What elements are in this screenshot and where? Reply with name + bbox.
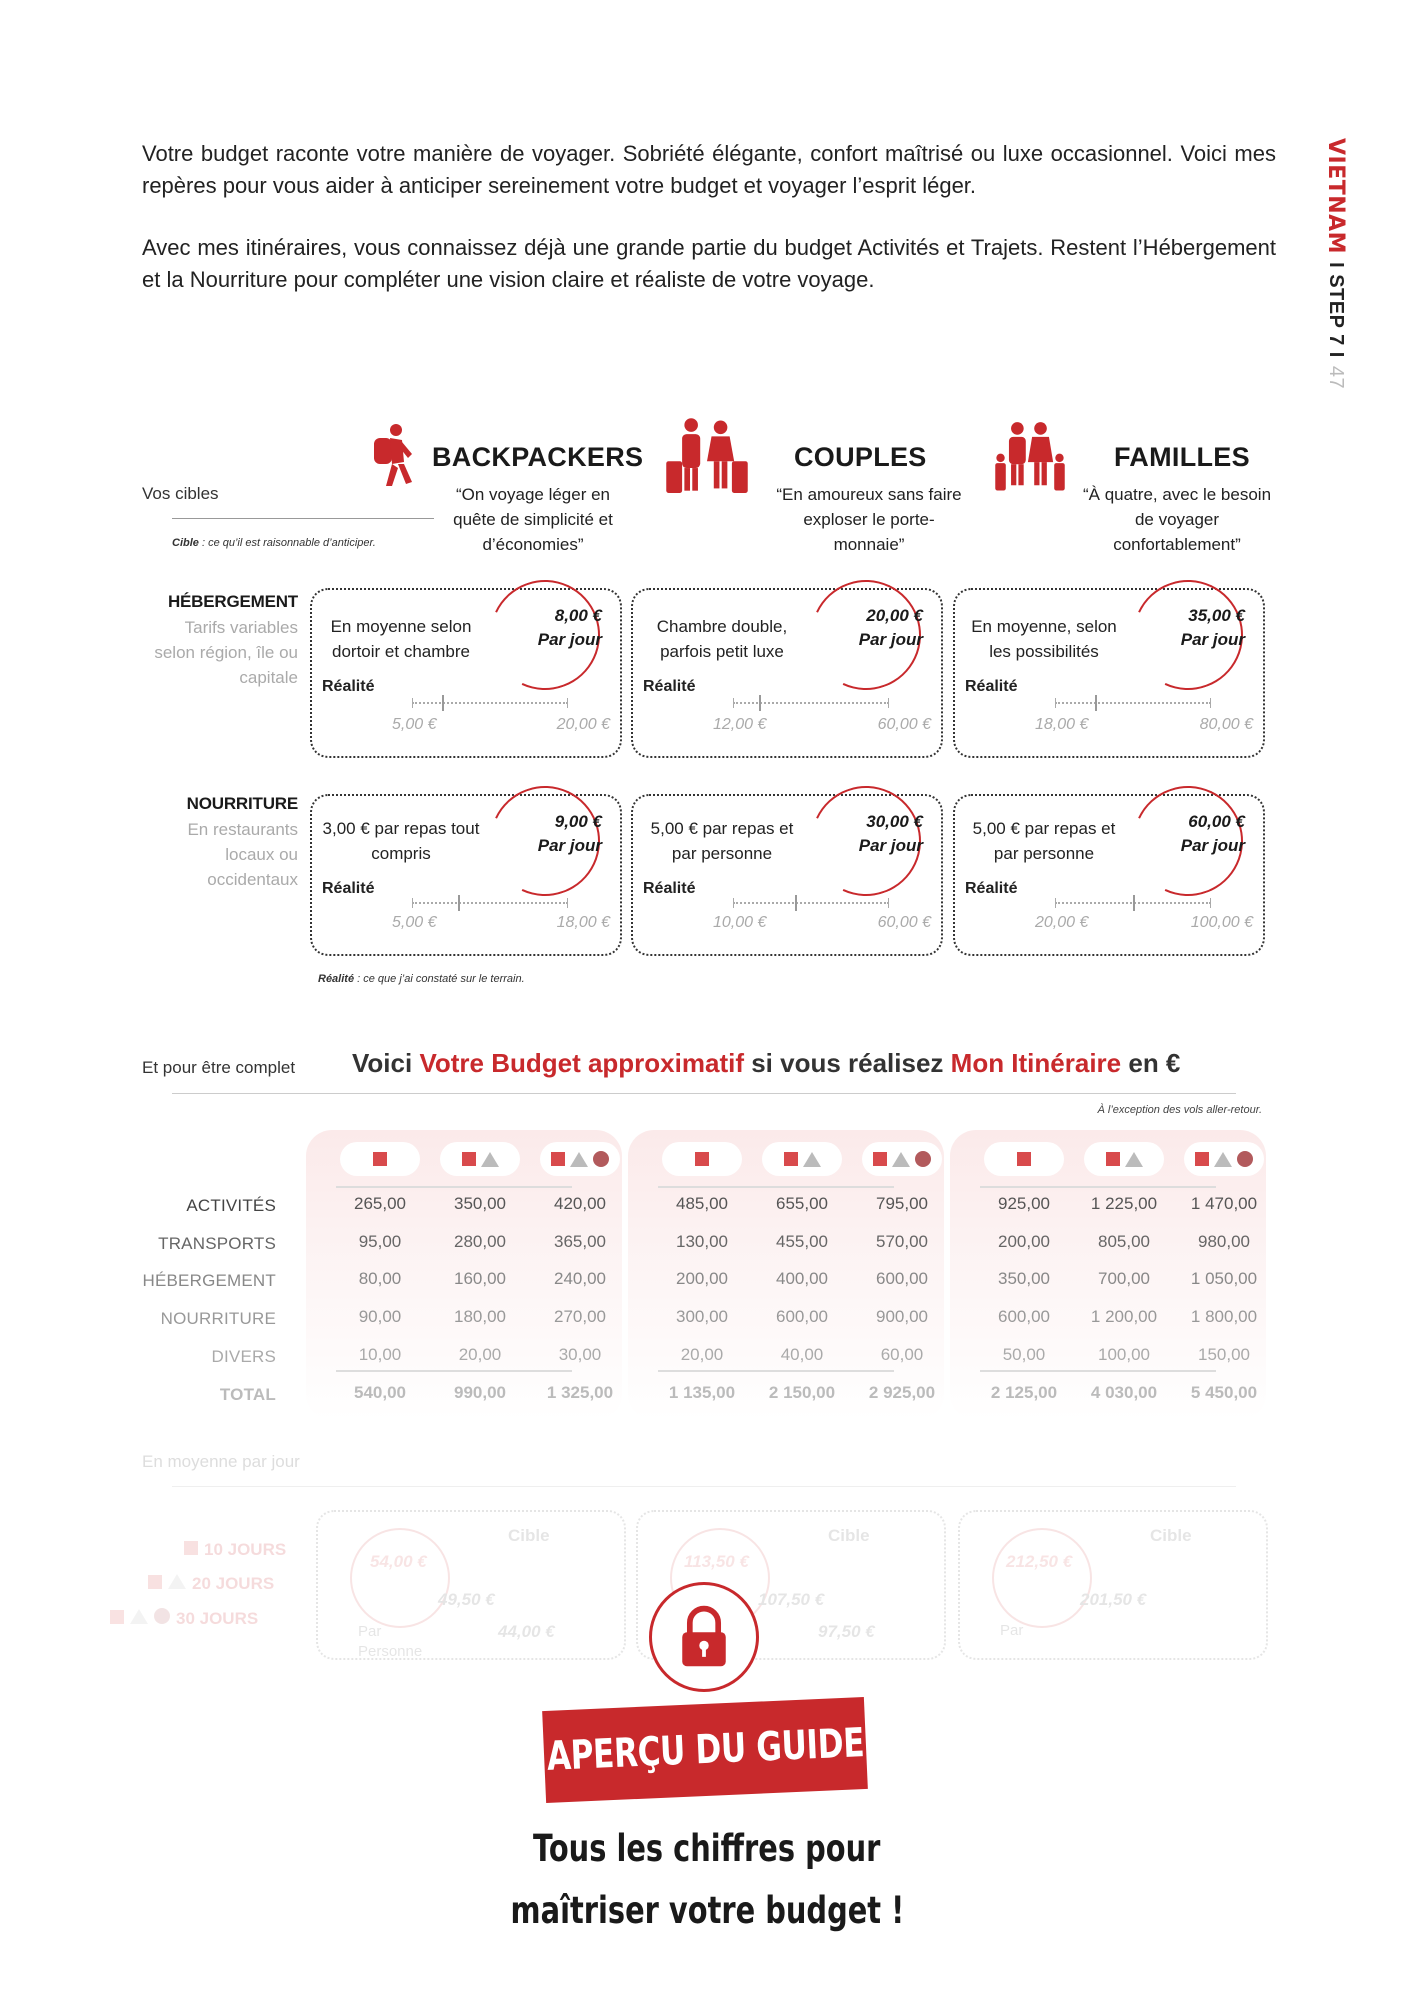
persona-quote: “À quatre, avec le besoin de voyager confortablement” — [1082, 485, 1272, 554]
budget-cell: 95,00 — [358, 1232, 402, 1251]
card-description: En moyenne selon dortoir et chambre — [330, 617, 472, 661]
daily-lead: En moyenne par jour — [142, 1452, 300, 1471]
paywall-message — [454, 1818, 960, 1942]
budget-cell: 350,00 — [454, 1194, 506, 1213]
budget-cell: 10,00 — [358, 1345, 402, 1364]
price-unit: Par jour — [858, 630, 923, 649]
hebergement-title: HÉBERGEMENT — [167, 592, 298, 611]
square-icon — [1195, 1152, 1209, 1166]
budget-cell: 1 470,00 — [1190, 1194, 1258, 1213]
daily-value-a: 54,00 € — [370, 1552, 427, 1571]
targets-label: Vos cibles — [142, 484, 219, 503]
price-value: 35,00 € — [1188, 606, 1245, 625]
triangle-icon — [803, 1152, 821, 1167]
triangle-icon — [481, 1152, 499, 1167]
square-icon — [1017, 1152, 1031, 1166]
intro-paragraph-1: Votre budget raconte votre manière de voyager. Sobriété élégante, confort maîtrisé ou luxe occasionnel. Voici mes repères pour vous aider à anticiper sereinement votre budget et voyager l’esprit léger. — [142, 141, 1276, 198]
square-icon — [148, 1575, 162, 1589]
circle-icon — [1237, 1151, 1253, 1167]
budget-cell: 20,00 — [458, 1345, 502, 1364]
square-icon — [373, 1152, 387, 1166]
duration-pill — [662, 1142, 742, 1176]
budget-cell: 150,00 — [1198, 1345, 1250, 1364]
card-price — [859, 810, 923, 858]
card-description: 5,00 € par repas et par personne — [972, 819, 1116, 863]
scale-marker — [1095, 695, 1097, 711]
side-tag-step: I STEP 7 I — [1325, 262, 1348, 358]
daily-value-a: 113,50 € — [684, 1552, 749, 1571]
budget-cell: 270,00 — [554, 1307, 606, 1326]
duration-pill — [1184, 1142, 1264, 1176]
circle-icon — [154, 1608, 170, 1624]
row-label-hebergement: HÉBERGEMENT — [142, 1271, 276, 1290]
nourriture-label — [142, 794, 298, 892]
price-value: 30,00 € — [866, 812, 923, 831]
side-tag — [1316, 138, 1356, 390]
total-cell: 1 135,00 — [668, 1383, 736, 1402]
duration-pill — [340, 1142, 420, 1176]
card-price — [1181, 604, 1245, 652]
budget-cell: 60,00 — [880, 1345, 924, 1364]
total-divider — [336, 1370, 572, 1372]
daily-row-30 — [110, 1608, 258, 1629]
preview-banner — [542, 1697, 868, 1803]
nourriture-card-familles — [953, 794, 1265, 956]
card-price — [538, 604, 602, 652]
reality-scale — [1055, 902, 1211, 904]
price-value: 60,00 € — [1188, 812, 1245, 831]
daily-row-label: 20 JOURS — [192, 1574, 275, 1593]
budget-cell: 280,00 — [454, 1232, 506, 1251]
scale-marker — [442, 695, 444, 711]
total-cell: 990,00 — [454, 1383, 506, 1402]
duration-pill — [1084, 1142, 1164, 1176]
reality-scale — [412, 902, 568, 904]
budget-cell: 100,00 — [1098, 1345, 1150, 1364]
row-label-nourriture: NOURRITURE — [160, 1309, 276, 1328]
row-label-activites: ACTIVITÉS — [186, 1196, 276, 1215]
triangle-icon — [1125, 1152, 1143, 1167]
budget-cell: 160,00 — [454, 1269, 506, 1288]
budget-cell: 180,00 — [454, 1307, 506, 1326]
square-icon — [110, 1610, 124, 1624]
row-label-divers: DIVERS — [211, 1347, 276, 1366]
daily-person: Personne — [358, 1643, 423, 1660]
total-divider — [980, 1370, 1216, 1372]
circle-icon — [593, 1151, 609, 1167]
circle-icon — [915, 1151, 931, 1167]
panel-divider — [658, 1186, 894, 1188]
triangle-icon — [168, 1574, 186, 1589]
scale-max: 60,00 € — [877, 716, 931, 733]
budget-cell: 570,00 — [876, 1232, 928, 1251]
duration-pill — [984, 1142, 1064, 1176]
card-description: 3,00 € par repas tout compris — [322, 819, 480, 863]
persona-backpackers — [352, 420, 712, 560]
budget-cell: 600,00 — [876, 1269, 928, 1288]
paywall-line-1: Tous les chiffres pour — [533, 1827, 881, 1870]
daily-row-label: 10 JOURS — [204, 1540, 287, 1559]
reality-scale — [412, 702, 568, 704]
triangle-icon — [892, 1152, 910, 1167]
total-cell: 5 450,00 — [1190, 1383, 1258, 1402]
total-cell: 2 125,00 — [990, 1383, 1058, 1402]
realite-label: Réalité — [643, 880, 696, 897]
nourriture-subtitle: En restaurants locaux ou occidentaux — [187, 820, 298, 889]
budget-cell: 455,00 — [776, 1232, 828, 1251]
budget-title-part: en € — [1121, 1048, 1181, 1078]
triangle-icon — [130, 1609, 148, 1624]
flights-exception-note: À l’exception des vols aller-retour. — [1097, 1104, 1262, 1116]
realite-label: Réalité — [322, 880, 375, 897]
price-value: 20,00 € — [866, 606, 923, 625]
price-unit: Par jour — [537, 836, 602, 855]
budget-cell: 400,00 — [776, 1269, 828, 1288]
preview-banner-text: APERÇU DU GUIDE — [545, 1720, 865, 1780]
realite-note-text: : ce que j’ai constaté sur le terrain. — [354, 973, 525, 985]
scale-max: 60,00 € — [877, 914, 931, 931]
backpacker-icon — [352, 420, 428, 496]
budget-cell: 350,00 — [998, 1269, 1050, 1288]
daily-divider — [172, 1486, 1236, 1487]
cible-note-bold: Cible — [172, 537, 199, 549]
budget-cell: 365,00 — [554, 1232, 606, 1251]
daily-cible: Cible — [828, 1526, 870, 1545]
budget-cell: 50,00 — [1002, 1345, 1046, 1364]
budget-title-highlight: Mon Itinéraire — [950, 1048, 1122, 1078]
budget-cell: 805,00 — [1098, 1232, 1150, 1251]
daily-value-a: 212,50 € — [1006, 1552, 1073, 1571]
scale-marker — [458, 895, 460, 911]
card-description: 5,00 € par repas et par personne — [650, 819, 794, 863]
duration-pill — [862, 1142, 942, 1176]
budget-cell: 795,00 — [876, 1194, 928, 1213]
budget-cell: 80,00 — [358, 1269, 402, 1288]
realite-note-bold: Réalité — [318, 973, 355, 985]
scale-min: 5,00 € — [392, 914, 437, 931]
daily-row-labels — [110, 1540, 300, 1660]
daily-card-backpackers — [316, 1510, 626, 1660]
budget-panel — [306, 1130, 622, 1420]
budget-cell: 40,00 — [780, 1345, 824, 1364]
persona-quote: “En amoureux sans faire exploser le porte-monnaie” — [776, 485, 962, 554]
budget-cell: 1 200,00 — [1090, 1307, 1158, 1326]
budget-cell: 240,00 — [554, 1269, 606, 1288]
total-cell: 2 925,00 — [868, 1383, 936, 1402]
scale-marker — [1133, 895, 1135, 911]
persona-couples — [664, 420, 1024, 560]
price-value: 8,00 € — [554, 606, 602, 625]
budget-title-part: si vous réalisez — [743, 1048, 951, 1078]
scale-min: 12,00 € — [713, 716, 767, 733]
card-description: Chambre double, parfois petit luxe — [656, 617, 788, 661]
persona-title: FAMILLES — [1114, 442, 1250, 472]
daily-ring — [992, 1528, 1092, 1628]
panel-divider — [980, 1186, 1216, 1188]
reality-scale — [733, 902, 889, 904]
price-unit: Par jour — [1180, 630, 1245, 649]
budget-cell: 1 225,00 — [1090, 1194, 1158, 1213]
scale-max: 20,00 € — [556, 716, 610, 733]
budget-panel — [628, 1130, 944, 1420]
square-icon — [551, 1152, 565, 1166]
card-price — [538, 810, 602, 858]
daily-cible: Cible — [508, 1526, 550, 1545]
row-label-total: TOTAL — [219, 1385, 276, 1404]
scale-max: 80,00 € — [1199, 716, 1253, 733]
daily-value-b: 107,50 € — [758, 1590, 825, 1609]
hebergement-card-couples — [631, 588, 943, 758]
daily-row-10 — [184, 1540, 286, 1560]
family-icon — [990, 420, 1070, 500]
total-cell: 4 030,00 — [1090, 1383, 1158, 1402]
budget-cell: 30,00 — [558, 1345, 602, 1364]
square-icon — [462, 1152, 476, 1166]
daily-per: Par — [1000, 1622, 1024, 1639]
budget-cell: 1 050,00 — [1190, 1269, 1258, 1288]
intro-paragraph-2: Avec mes itinéraires, vous connaissez déjà une grande partie du budget Activités et Trajets. Restent l’Hébergement et la Nourriture pour compléter une vision claire et réaliste de votre voyage. — [142, 235, 1276, 292]
lock-badge — [649, 1582, 759, 1692]
persona-quote: “On voyage léger en quête de simplicité et d’économies” — [453, 485, 613, 554]
daily-cible: Cible — [1150, 1526, 1192, 1545]
square-icon — [1106, 1152, 1120, 1166]
lock-icon — [652, 1585, 756, 1689]
square-icon — [184, 1541, 198, 1555]
scale-min: 10,00 € — [713, 914, 767, 931]
daily-per-person — [358, 1622, 422, 1662]
reality-scale — [1055, 702, 1211, 704]
price-unit: Par jour — [537, 630, 602, 649]
budget-cell: 130,00 — [676, 1232, 728, 1251]
price-unit: Par jour — [1180, 836, 1245, 855]
square-icon — [695, 1152, 709, 1166]
budget-cell: 20,00 — [680, 1345, 724, 1364]
realite-label: Réalité — [643, 678, 696, 695]
scale-min: 20,00 € — [1035, 914, 1089, 931]
reality-scale — [733, 702, 889, 704]
daily-per: Par — [358, 1623, 382, 1640]
daily-row-20 — [148, 1574, 274, 1594]
persona-title: BACKPACKERS — [432, 442, 644, 472]
budget-title-highlight: Votre Budget approximatif — [419, 1048, 744, 1078]
duration-pill — [762, 1142, 842, 1176]
realite-label: Réalité — [965, 880, 1018, 897]
persona-title: COUPLES — [794, 442, 927, 472]
duration-pill — [540, 1142, 620, 1176]
side-tag-page: 47 — [1325, 365, 1348, 390]
budget-divider — [172, 1093, 1236, 1094]
hebergement-card-familles — [953, 588, 1265, 758]
daily-card-familles — [958, 1510, 1268, 1660]
daily-row-label: 30 JOURS — [176, 1609, 259, 1628]
daily-value-b: 49,50 € — [438, 1590, 495, 1609]
budget-cell: 265,00 — [354, 1194, 406, 1213]
budget-cell: 1 800,00 — [1190, 1307, 1258, 1326]
card-price — [1181, 810, 1245, 858]
duration-pill — [440, 1142, 520, 1176]
budget-cell: 655,00 — [776, 1194, 828, 1213]
budget-title-part: Voici — [352, 1048, 420, 1078]
price-unit: Par jour — [858, 836, 923, 855]
scale-marker — [759, 695, 761, 711]
total-cell: 1 325,00 — [546, 1383, 614, 1402]
triangle-icon — [1214, 1152, 1232, 1167]
scale-marker — [795, 895, 797, 911]
realite-label: Réalité — [965, 678, 1018, 695]
budget-cell: 900,00 — [876, 1307, 928, 1326]
budget-cell: 200,00 — [998, 1232, 1050, 1251]
scale-min: 18,00 € — [1035, 716, 1089, 733]
hebergement-subtitle: Tarifs variables selon région, île ou capitale — [154, 618, 298, 687]
nourriture-card-backpackers — [310, 794, 622, 956]
total-cell: 540,00 — [354, 1383, 406, 1402]
budget-cell: 925,00 — [998, 1194, 1050, 1213]
budget-cell: 600,00 — [998, 1307, 1050, 1326]
budget-cell: 980,00 — [1198, 1232, 1250, 1251]
budget-cell: 600,00 — [776, 1307, 828, 1326]
card-description: En moyenne, selon les possibilités — [971, 617, 1117, 661]
scale-max: 100,00 € — [1190, 914, 1253, 931]
card-price — [859, 604, 923, 652]
budget-lead: Et pour être complet — [142, 1058, 296, 1077]
side-tag-country: VIETNAM — [1323, 138, 1349, 255]
row-label-transports: TRANSPORTS — [158, 1234, 276, 1253]
budget-panel — [950, 1130, 1266, 1420]
nourriture-title: NOURRITURE — [186, 794, 298, 813]
hebergement-label — [142, 592, 298, 690]
total-divider — [658, 1370, 894, 1372]
realite-note — [318, 973, 525, 985]
budget-cell: 90,00 — [358, 1307, 402, 1326]
persona-familles — [990, 420, 1350, 560]
price-value: 9,00 € — [554, 812, 602, 831]
budget-cell: 485,00 — [676, 1194, 728, 1213]
daily-value-c: 97,50 € — [818, 1622, 875, 1641]
couple-icon — [664, 416, 750, 502]
cible-note — [172, 537, 376, 549]
paywall-line-2: maîtriser votre budget ! — [510, 1889, 904, 1932]
budget-cell: 700,00 — [1098, 1269, 1150, 1288]
panel-divider — [336, 1186, 572, 1188]
square-icon — [784, 1152, 798, 1166]
budget-title — [352, 1048, 1180, 1079]
scale-min: 5,00 € — [392, 716, 437, 733]
square-icon — [873, 1152, 887, 1166]
nourriture-card-couples — [631, 794, 943, 956]
daily-ring — [350, 1528, 450, 1628]
total-cell: 2 150,00 — [768, 1383, 836, 1402]
budget-cell: 420,00 — [554, 1194, 606, 1213]
daily-value-c: 44,00 € — [498, 1622, 555, 1641]
triangle-icon — [570, 1152, 588, 1167]
budget-cell: 200,00 — [676, 1269, 728, 1288]
daily-value-b: 201,50 € — [1080, 1590, 1147, 1609]
cible-note-text: : ce qu’il est raisonnable d’anticiper. — [198, 537, 376, 549]
realite-label: Réalité — [322, 678, 375, 695]
scale-max: 18,00 € — [556, 914, 610, 931]
budget-cell: 300,00 — [676, 1307, 728, 1326]
hebergement-card-backpackers — [310, 588, 622, 758]
